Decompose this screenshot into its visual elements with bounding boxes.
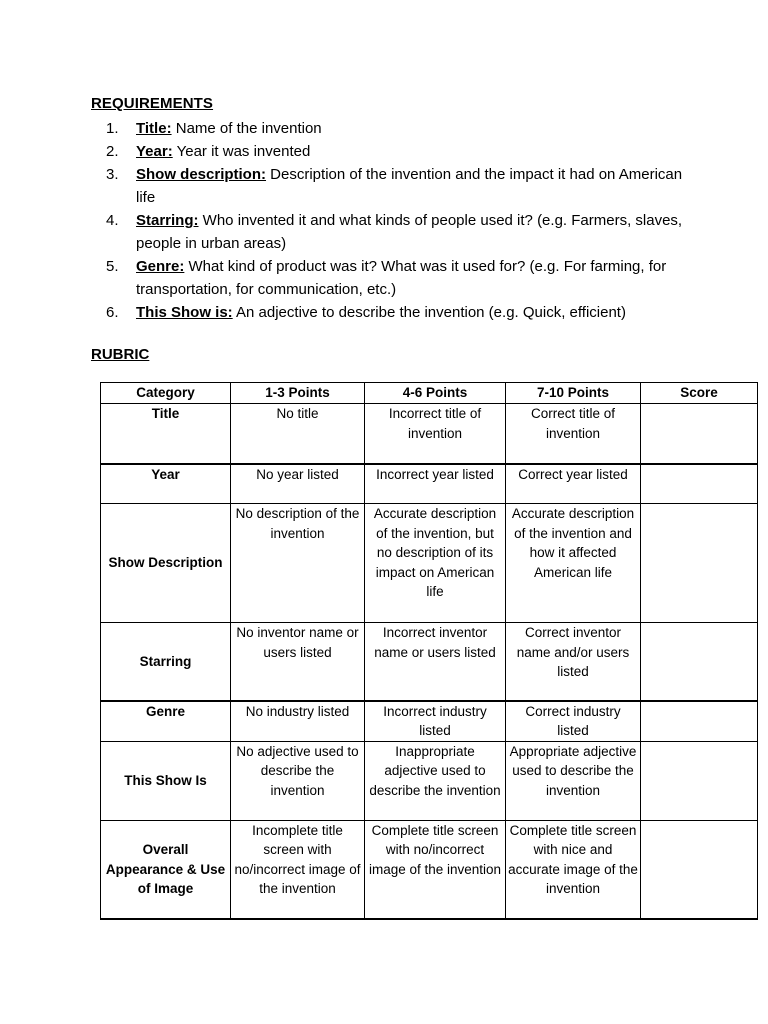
score-cell[interactable]: [641, 701, 758, 742]
requirement-text: What kind of product was it? What was it used for? (e.g. For farming, for transportation, for communication, etc.): [136, 258, 667, 298]
points-1-3-cell: No description of the invention: [231, 504, 365, 623]
points-7-10-cell: Appropriate adjective used to describe the invention: [506, 741, 641, 820]
requirement-number: 4.: [106, 212, 119, 229]
points-7-10-cell: Correct industry listed: [506, 701, 641, 742]
header-1-3-points: 1-3 Points: [231, 383, 365, 404]
category-cell: Overall Appearance & Use of Image: [101, 820, 231, 919]
requirement-term: Starring:: [136, 212, 199, 229]
points-4-6-cell: Complete title screen with no/incorrect image of the invention: [365, 820, 506, 919]
points-7-10-cell: Correct title of invention: [506, 404, 641, 464]
category-cell: Show Description: [101, 504, 231, 623]
requirement-number: 5.: [106, 258, 119, 275]
requirements-heading: REQUIREMENTS: [91, 95, 214, 112]
score-cell[interactable]: [641, 464, 758, 504]
rubric-table: [100, 382, 758, 920]
header-category: Category: [101, 383, 231, 404]
rubric-row-show-description: [101, 504, 758, 623]
score-cell[interactable]: [641, 623, 758, 701]
rubric-row-overall-appearance: [101, 820, 758, 919]
score-cell[interactable]: [641, 404, 758, 464]
requirement-term: Show description:: [136, 166, 267, 183]
requirement-text: Who invented it and what kinds of people used it? (e.g. Farmers, slaves, people in urban areas): [136, 212, 683, 252]
requirement-number: 6.: [106, 304, 119, 321]
points-4-6-cell: Accurate description of the invention, but no description of its impact on American life: [365, 504, 506, 623]
requirement-item: [91, 117, 691, 140]
points-7-10-cell: Correct inventor name and/or users listed: [506, 623, 641, 701]
requirement-item: [91, 255, 691, 301]
header-7-10-points: 7-10 Points: [506, 383, 641, 404]
score-cell[interactable]: [641, 504, 758, 623]
points-1-3-cell: No title: [231, 404, 365, 464]
points-1-3-cell: No industry listed: [231, 701, 365, 742]
points-1-3-cell: Incomplete title screen with no/incorrect image of the invention: [231, 820, 365, 919]
category-cell: Starring: [101, 623, 231, 701]
points-4-6-cell: Incorrect inventor name or users listed: [365, 623, 506, 701]
rubric-row-starring: [101, 623, 758, 701]
requirement-number: 1.: [106, 120, 119, 137]
points-4-6-cell: Inappropriate adjective used to describe the invention: [365, 741, 506, 820]
requirement-text: Year it was invented: [172, 143, 311, 160]
header-4-6-points: 4-6 Points: [365, 383, 506, 404]
rubric-header-row: [101, 383, 758, 404]
points-4-6-cell: Incorrect year listed: [365, 464, 506, 504]
points-1-3-cell: No adjective used to describe the invention: [231, 741, 365, 820]
requirement-term: This Show is:: [136, 304, 233, 321]
category-cell: This Show Is: [101, 741, 231, 820]
requirement-item: [91, 209, 691, 255]
category-cell: Genre: [101, 701, 231, 742]
score-cell[interactable]: [641, 820, 758, 919]
points-1-3-cell: No inventor name or users listed: [231, 623, 365, 701]
requirement-text: Name of the invention: [171, 120, 322, 137]
points-1-3-cell: No year listed: [231, 464, 365, 504]
rubric-row-title: [101, 404, 758, 464]
requirement-text: An adjective to describe the invention (e.g. Quick, efficient): [232, 304, 626, 321]
requirement-term: Genre:: [136, 258, 185, 275]
score-cell[interactable]: [641, 741, 758, 820]
category-cell: Title: [101, 404, 231, 464]
requirement-number: 2.: [106, 143, 119, 160]
requirement-item: [91, 163, 691, 209]
requirement-item: [91, 301, 691, 324]
requirement-term: Title:: [136, 120, 172, 137]
requirement-item: [91, 140, 691, 163]
requirements-list: [91, 117, 691, 324]
points-7-10-cell: Correct year listed: [506, 464, 641, 504]
requirement-number: 3.: [106, 166, 119, 183]
header-score: Score: [641, 383, 758, 404]
requirement-text: Description of the invention and the impact it had on American life: [136, 166, 683, 206]
rubric-row-this-show-is: [101, 741, 758, 820]
rubric-heading: RUBRIC: [91, 346, 150, 363]
points-7-10-cell: Accurate description of the invention and how it affected American life: [506, 504, 641, 623]
rubric-row-year: [101, 464, 758, 504]
rubric-row-genre: [101, 701, 758, 742]
points-4-6-cell: Incorrect industry listed: [365, 701, 506, 742]
requirement-term: Year:: [136, 143, 173, 160]
points-7-10-cell: Complete title screen with nice and accurate image of the invention: [506, 820, 641, 919]
category-cell: Year: [101, 464, 231, 504]
points-4-6-cell: Incorrect title of invention: [365, 404, 506, 464]
